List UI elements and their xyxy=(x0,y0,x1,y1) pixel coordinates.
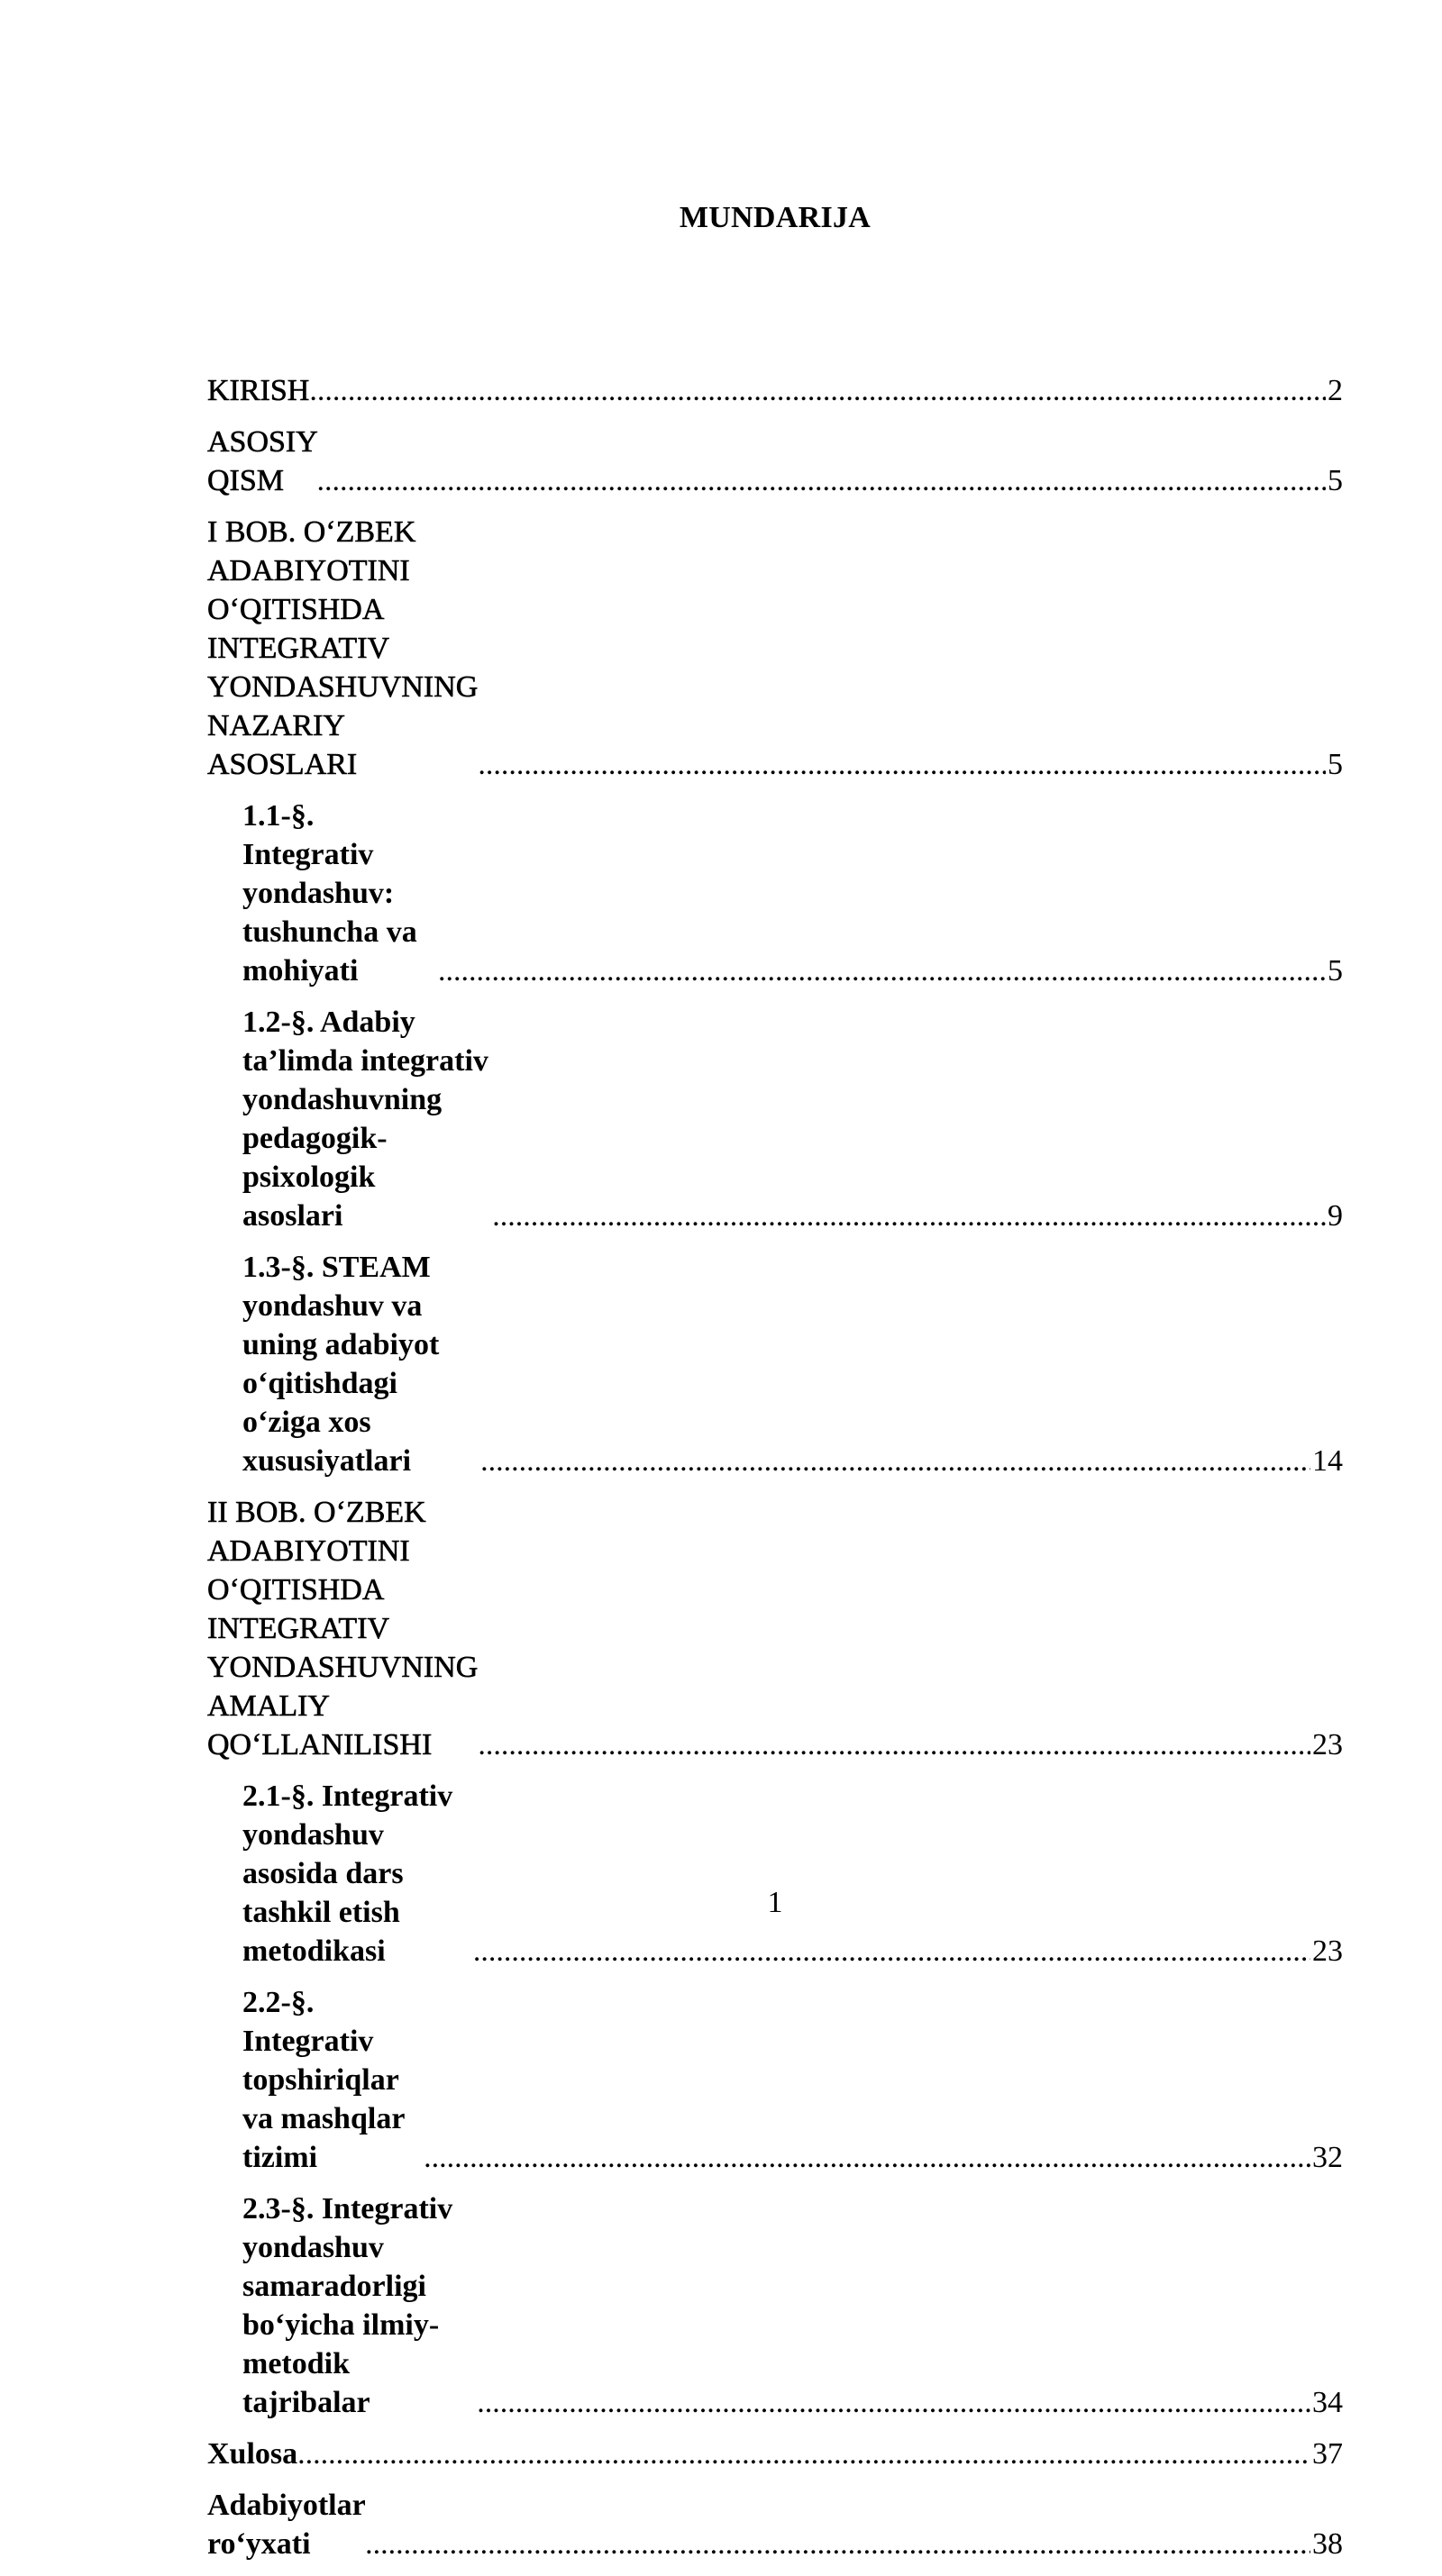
toc-page-number: 14 xyxy=(1312,1444,1343,1478)
page-number: 1 xyxy=(767,1886,783,1919)
toc-dot-leader xyxy=(480,1442,1310,1480)
toc-page-number: 32 xyxy=(1312,2141,1343,2174)
page-title: MUNDARIJA xyxy=(679,201,872,234)
toc-dot-leader xyxy=(478,1725,1310,1764)
toc-dot-leader xyxy=(309,371,1326,410)
toc-entry-title: 2.3-§. Integrativ yondashuv samaradorligi bo‘yicha ilmiy-metodik tajribalar xyxy=(242,2192,453,2419)
table-of-contents xyxy=(207,371,1343,2576)
toc-entry-section-1-3[interactable] xyxy=(207,1248,1343,1480)
toc-entry-title: 2.2-§. Integrativ topshiriqlar va mashqlar tizimi xyxy=(242,1986,405,2174)
toc-dot-leader xyxy=(424,2138,1310,2177)
toc-page-number: 5 xyxy=(1328,464,1343,497)
toc-entry-asosiy-qism[interactable] xyxy=(207,423,1343,500)
toc-dot-leader xyxy=(438,951,1326,990)
toc-entry-title: 1.3-§. STEAM yondashuv va uning adabiyot o‘qitishdagi o‘ziga xos xususiyatlari xyxy=(242,1251,440,1478)
toc-page-number: 37 xyxy=(1312,2437,1343,2471)
toc-entry-xulosa[interactable] xyxy=(207,2435,1343,2473)
toc-entry-section-1-2[interactable] xyxy=(207,1003,1343,1235)
toc-entry-title: II BOB. O‘ZBEK ADABIYOTINI O‘QITISHDA INTEGRATIV YONDASHUVNING AMALIY QO‘LLANILISHI xyxy=(207,1496,479,1761)
toc-entry-title: ASOSIY QISM xyxy=(207,425,317,497)
toc-page-number: 5 xyxy=(1328,748,1343,781)
toc-entry-section-1-1[interactable] xyxy=(207,796,1343,990)
toc-entry-adabiyotlar[interactable] xyxy=(207,2486,1343,2563)
toc-entry-chapter-1[interactable] xyxy=(207,513,1343,784)
toc-entry-title: KIRISH xyxy=(207,374,310,407)
toc-dot-leader xyxy=(492,1197,1326,1235)
toc-dot-leader xyxy=(477,2383,1310,2422)
toc-entry-chapter-2[interactable] xyxy=(207,1493,1343,1764)
toc-entry-title: I BOB. O‘ZBEK ADABIYOTINI O‘QITISHDA INTEGRATIV YONDASHUVNING NAZARIY ASOSLARI xyxy=(207,515,479,781)
toc-entry-title: 1.1-§. Integrativ yondashuv: tushuncha va mohiyati xyxy=(242,799,417,988)
toc-entry-title: 2.1-§. Integrativ yondashuv asosida dars tashkil etish metodikasi xyxy=(242,1780,453,1968)
toc-entry-section-2-2[interactable] xyxy=(207,1983,1343,2177)
toc-dot-leader xyxy=(297,2435,1310,2473)
toc-page-number: 38 xyxy=(1312,2527,1343,2561)
toc-page-number: 23 xyxy=(1312,1934,1343,1968)
toc-page-number: 5 xyxy=(1328,954,1343,988)
toc-entry-section-2-3[interactable] xyxy=(207,2189,1343,2422)
toc-entry-section-2-1[interactable] xyxy=(207,1777,1343,1971)
toc-entry-title: Adabiyotlar ro‘yxati xyxy=(207,2489,366,2561)
toc-dot-leader xyxy=(478,745,1326,784)
toc-page-number: 2 xyxy=(1328,374,1343,407)
toc-dot-leader xyxy=(317,461,1326,500)
toc-entry-title: 1.2-§. Adabiy ta’limda integrativ yondashuvning pedagogik-psixologik asoslari xyxy=(242,1006,488,1233)
toc-page-number: 23 xyxy=(1312,1728,1343,1761)
toc-entry-title: Xulosa xyxy=(207,2437,298,2471)
toc-dot-leader xyxy=(365,2525,1310,2563)
toc-page-number: 9 xyxy=(1328,1199,1343,1233)
toc-entry-kirish[interactable] xyxy=(207,371,1343,410)
toc-dot-leader xyxy=(473,1932,1310,1971)
toc-page-number: 34 xyxy=(1312,2386,1343,2419)
